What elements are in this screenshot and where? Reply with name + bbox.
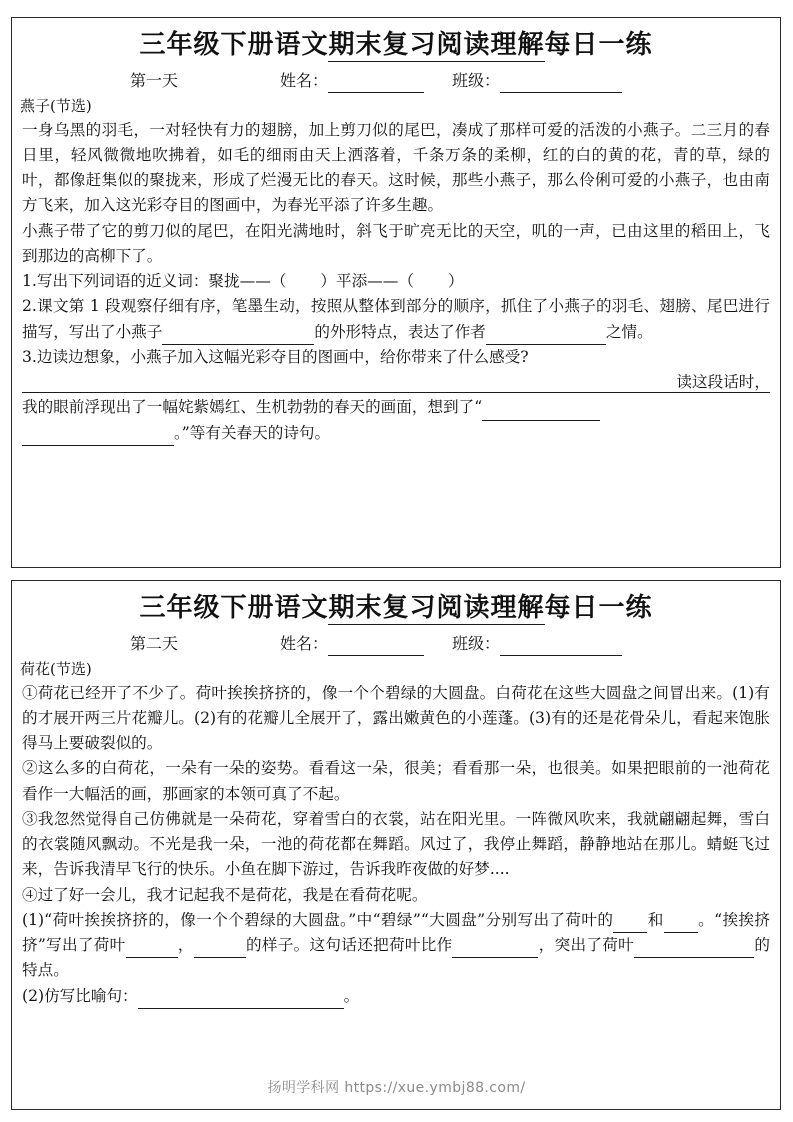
passage-body xyxy=(22,681,770,908)
question-3-blank-1[interactable] xyxy=(482,405,600,421)
question-1-blank-1[interactable] xyxy=(613,917,647,933)
question-1-text-g: 的特点。 xyxy=(22,936,770,980)
question-1-text-d: ， xyxy=(177,936,194,955)
question-3-tail-text: 读这段话时， xyxy=(676,373,770,392)
passage-paragraph: 一身乌黑的羽毛，一对轻快有力的翅膀，加上剪刀似的尾巴，凑成了那样可爱的活泼的小燕子。二三月的春日里，轻风微微地吹拂着，如毛的细雨由天上洒落着，千条万条的柔柳，红的白的黄的花，青的草，绿的叶，都像赶集似的聚拢来，形成了烂漫无比的春天。这时候，那些小燕子，那么伶俐可爱的小燕子，也由南方飞来，加入这光彩夺目的图画中，为春光平添了许多生趣。 xyxy=(22,120,770,215)
question-3-answer-line-2 xyxy=(22,395,770,420)
name-input-blank[interactable] xyxy=(328,641,424,656)
passage-paragraph: ①荷花已经开了不少了。荷叶挨挨挤挤的，像一个个碧绿的大圆盘。白荷花在这些大圆盘之间冒出来。(1)有的才展开两三片花瓣儿。(2)有的花瓣儿全展开了，露出嫩黄色的小莲蓬。(3)有的还是花骨朵儿，看起来饱胀得马上要破裂似的。 xyxy=(22,683,770,753)
name-label: 姓名： xyxy=(280,71,329,91)
class-label: 班级： xyxy=(452,634,501,654)
title-suffix: 每日一练 xyxy=(544,593,653,623)
question-1-text-c: ） xyxy=(447,272,464,291)
question-1-blank-5[interactable] xyxy=(452,942,538,958)
passage-body xyxy=(22,118,770,270)
passage-paragraph: ②这么多的白荷花，一朵有一朵的姿势。看看这一朵，很美；看看那一朵，也很美。如果把眼前的一池荷花看作一大幅活的画，那画家的本领可真了不起。 xyxy=(22,759,770,803)
name-label: 姓名： xyxy=(280,634,329,654)
question-1-text-e: 的样子。这句话还把荷叶比作 xyxy=(245,936,453,955)
worksheet-title xyxy=(22,591,770,626)
question-1-text-c: 。“挨挨挤挤”写出了荷叶 xyxy=(22,910,770,955)
question-1-text-a: 1.写出下列词语的近义词：聚拢——（ xyxy=(22,272,287,291)
class-label: 班级： xyxy=(452,71,501,91)
question-2 xyxy=(22,984,770,1009)
question-1-text-f: ，突出了荷叶 xyxy=(538,936,635,955)
day-label: 第一天 xyxy=(130,71,179,91)
title-prefix: 三年级下册语文 xyxy=(139,30,329,60)
question-1-text-b: 和 xyxy=(647,910,664,929)
title-underlined-part: 期末复习阅读理解 xyxy=(328,593,545,623)
question-2-text-a: 2.课文第 1 段观察仔细有序，笔墨生动，按照从整体到部分的顺序，抓住了小燕子的羽毛、翅膀、尾巴进行描写，写出了小燕子 xyxy=(22,297,770,341)
question-1 xyxy=(22,908,770,984)
passage-title: 荷花(节选) xyxy=(20,660,92,679)
passage-paragraph: 小燕子带了它的剪刀似的尾巴，在阳光满地时，斜飞于旷亮无比的天空，叽的一声，已由这里的稻田上，飞到那边的高柳下了。 xyxy=(22,221,770,265)
passage-paragraph: ③我忽然觉得自己仿佛就是一朵荷花，穿着雪白的衣裳，站在阳光里。一阵微风吹来，我就翩翩起舞，雪白的衣裳随风飘动。不光是我一朵，一池的荷花都在舞蹈。风过了，我停止舞蹈，静静地站在那儿。蜻蜓飞过来，告诉我清早飞行的快乐。小鱼在脚下游过，告诉我昨夜做的好梦.... xyxy=(22,809,770,879)
question-2 xyxy=(22,294,770,345)
class-input-blank[interactable] xyxy=(500,78,622,93)
question-2-text-b: 的外形特点，表达了作者 xyxy=(314,322,486,341)
question-3-answer-text-b: 。”等有关春天的诗句。 xyxy=(174,423,331,442)
worksheet-day-one xyxy=(11,17,781,568)
question-1-text-a: (1)“荷叶挨挨挤挤的，像一个个碧绿的大圆盘。”中“碧绿”“大圆盘”分别写出了荷叶的 xyxy=(22,910,614,929)
question-2-text: (2)仿写比喻句： xyxy=(22,986,138,1005)
question-3-answer-text-a: 我的眼前浮现出了一幅姹紫嫣红、生机勃勃的春天的画面，想到了“ xyxy=(22,398,483,417)
question-2-blank[interactable] xyxy=(138,993,344,1009)
passage-paragraph: ④过了好一会儿，我才记起我不是荷花，我是在看荷花呢。 xyxy=(22,885,428,904)
day-label: 第二天 xyxy=(130,634,179,654)
passage-title: 燕子(节选) xyxy=(20,97,92,116)
title-suffix: 每日一练 xyxy=(544,30,653,60)
question-2-blank-2[interactable] xyxy=(486,329,606,345)
site-watermark: 扬明学科网 https://xue.ymbj88.com/ xyxy=(267,1080,526,1096)
question-1-blank-6[interactable] xyxy=(634,942,754,958)
worksheet-meta-row xyxy=(22,69,770,93)
title-prefix: 三年级下册语文 xyxy=(139,593,329,623)
question-1 xyxy=(22,269,770,294)
question-3-answer-line-1[interactable] xyxy=(22,370,770,395)
class-input-blank[interactable] xyxy=(500,641,622,656)
title-underlined-part: 期末复习阅读理解 xyxy=(328,30,545,60)
question-2-tail: 。 xyxy=(343,986,360,1005)
worksheet-title xyxy=(22,28,770,63)
question-3-answer-line-3 xyxy=(22,421,770,446)
question-2-text-c: 之情。 xyxy=(605,322,653,341)
question-1-text-b: ）平添——（ xyxy=(320,272,414,291)
name-input-blank[interactable] xyxy=(328,78,424,93)
question-2-blank-1[interactable] xyxy=(162,329,314,345)
question-3-text: 3.边读边想象，小燕子加入这幅光彩夺目的图画中，给你带来了什么感受? xyxy=(22,347,529,366)
question-1-blank-4[interactable] xyxy=(194,942,246,958)
question-1-blank-2[interactable] xyxy=(664,917,698,933)
answer-rule xyxy=(22,392,770,393)
worksheet-meta-row xyxy=(22,632,770,656)
question-3-blank-2[interactable] xyxy=(22,430,174,446)
question-1-blank-3[interactable] xyxy=(126,942,178,958)
question-3 xyxy=(22,345,770,370)
worksheet-day-two xyxy=(11,580,781,1110)
